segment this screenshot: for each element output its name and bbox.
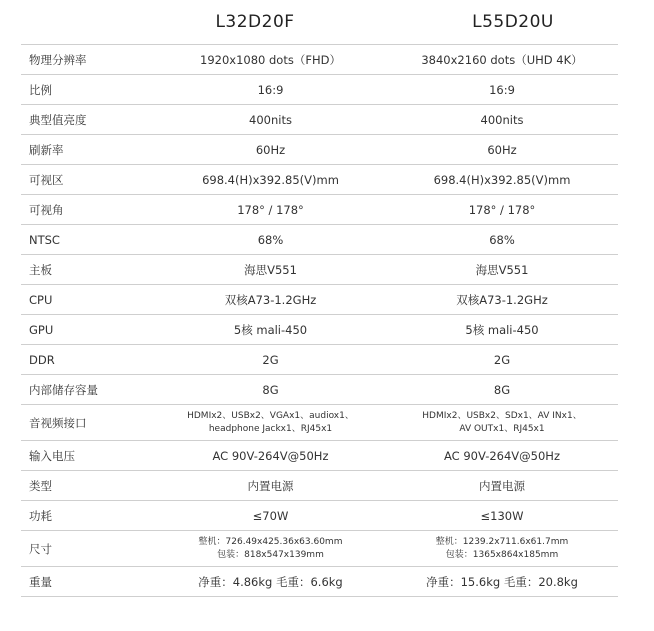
spec-row bbox=[21, 315, 618, 345]
spec-label: CPU bbox=[21, 285, 155, 315]
spec-value-line: 178° / 178° bbox=[237, 202, 304, 217]
spec-row bbox=[21, 225, 618, 255]
spec-row bbox=[21, 501, 618, 531]
spec-row bbox=[21, 567, 618, 597]
spec-label: DDR bbox=[21, 345, 155, 375]
spec-value-left bbox=[155, 225, 386, 255]
spec-label: 尺寸 bbox=[21, 531, 155, 567]
spec-value-left bbox=[155, 471, 386, 501]
spec-label: GPU bbox=[21, 315, 155, 345]
spec-label: 重量 bbox=[21, 567, 155, 597]
spec-value-line: 海思V551 bbox=[475, 262, 529, 277]
spec-value-line: 400nits bbox=[480, 112, 524, 127]
model-name-right: L55D20U bbox=[472, 12, 554, 32]
spec-value-line: HDMIx2、USBx2、VGAx1、audiox1、 bbox=[187, 410, 354, 421]
spec-value-line: 400nits bbox=[249, 112, 292, 127]
spec-value-right bbox=[386, 405, 618, 441]
spec-value-line: 16:9 bbox=[257, 82, 284, 97]
spec-table bbox=[21, 44, 618, 597]
spec-value-right bbox=[386, 285, 618, 315]
spec-row bbox=[21, 405, 618, 441]
spec-value-line: 双核A73-1.2GHz bbox=[456, 292, 548, 307]
spec-value-right bbox=[386, 135, 618, 165]
spec-table-body bbox=[21, 45, 618, 597]
spec-value-line: 3840x2160 dots（UHD 4K） bbox=[421, 52, 583, 67]
spec-value-right bbox=[386, 567, 618, 597]
spec-value-right bbox=[386, 345, 618, 375]
spec-value-line: 60Hz bbox=[255, 142, 286, 157]
spec-value-line: AV OUTx1、RJ45x1 bbox=[459, 423, 545, 434]
spec-value-line: 178° / 178° bbox=[468, 202, 536, 217]
spec-value-line: 68% bbox=[489, 232, 515, 247]
spec-label: 类型 bbox=[21, 471, 155, 501]
spec-value-line: HDMIx2、USBx2、SDx1、AV INx1、 bbox=[422, 410, 582, 421]
spec-value-left bbox=[155, 501, 386, 531]
model-name-left: L32D20F bbox=[215, 12, 295, 32]
spec-row bbox=[21, 285, 618, 315]
spec-label: 功耗 bbox=[21, 501, 155, 531]
spec-value-left bbox=[155, 345, 386, 375]
spec-value-line: 包装：818x547x139mm bbox=[217, 549, 324, 560]
spec-value-line: 68% bbox=[257, 232, 284, 247]
spec-value-line: 净重：4.86kg 毛重：6.6kg bbox=[198, 574, 343, 589]
spec-value-left bbox=[155, 135, 386, 165]
spec-value-line: 16:9 bbox=[489, 82, 515, 97]
spec-value-right bbox=[386, 471, 618, 501]
spec-value-left bbox=[155, 195, 386, 225]
spec-value-line: 双核A73-1.2GHz bbox=[224, 292, 317, 307]
spec-value-line: 698.4(H)x392.85(V)mm bbox=[202, 172, 339, 187]
spec-value-left bbox=[155, 405, 386, 441]
spec-value-line: AC 90V-264V@50Hz bbox=[212, 448, 329, 463]
spec-value-left bbox=[155, 567, 386, 597]
spec-row bbox=[21, 345, 618, 375]
spec-value-right bbox=[386, 195, 618, 225]
spec-row bbox=[21, 471, 618, 501]
spec-value-left bbox=[155, 255, 386, 285]
spec-row bbox=[21, 45, 618, 75]
spec-label: 内部储存容量 bbox=[21, 375, 155, 405]
spec-label: 输入电压 bbox=[21, 441, 155, 471]
spec-value-line: 8G bbox=[262, 382, 279, 397]
spec-value-line: headphone Jackx1、RJ45x1 bbox=[208, 423, 333, 434]
spec-value-line: 5核 mali-450 bbox=[465, 322, 539, 337]
spec-label: 可视区 bbox=[21, 165, 155, 195]
spec-value-right bbox=[386, 315, 618, 345]
spec-value-line: 内置电源 bbox=[479, 478, 525, 493]
spec-value-right bbox=[386, 75, 618, 105]
spec-label: 刷新率 bbox=[21, 135, 155, 165]
spec-value-line: 包装：1365x864x185mm bbox=[445, 549, 559, 560]
spec-value-right bbox=[386, 105, 618, 135]
spec-value-right bbox=[386, 255, 618, 285]
spec-label: 主板 bbox=[21, 255, 155, 285]
spec-label: 比例 bbox=[21, 75, 155, 105]
spec-value-left bbox=[155, 45, 386, 75]
spec-value-right bbox=[386, 531, 618, 567]
spec-value-right bbox=[386, 165, 618, 195]
spec-value-line: ≤130W bbox=[480, 508, 524, 523]
spec-value-line: AC 90V-264V@50Hz bbox=[444, 448, 560, 463]
spec-value-left bbox=[155, 531, 386, 567]
spec-value-line: 整机：1239.2x711.6x61.7mm bbox=[435, 536, 569, 547]
spec-row bbox=[21, 105, 618, 135]
spec-value-line: ≤70W bbox=[252, 508, 289, 523]
spec-label: NTSC bbox=[21, 225, 155, 255]
spec-value-left bbox=[155, 315, 386, 345]
spec-value-line: 内置电源 bbox=[247, 478, 294, 493]
spec-value-line: 2G bbox=[262, 352, 279, 367]
spec-value-left bbox=[155, 165, 386, 195]
spec-row bbox=[21, 531, 618, 567]
spec-row bbox=[21, 255, 618, 285]
spec-value-line: 60Hz bbox=[487, 142, 517, 157]
spec-row bbox=[21, 441, 618, 471]
spec-value-left bbox=[155, 441, 386, 471]
spec-value-left bbox=[155, 105, 386, 135]
spec-value-left bbox=[155, 375, 386, 405]
spec-label: 物理分辨率 bbox=[21, 45, 155, 75]
spec-value-right bbox=[386, 501, 618, 531]
spec-value-line: 整机：726.49x425.36x63.60mm bbox=[198, 536, 343, 547]
spec-value-right bbox=[386, 375, 618, 405]
spec-row bbox=[21, 165, 618, 195]
spec-row bbox=[21, 195, 618, 225]
spec-label: 典型值亮度 bbox=[21, 105, 155, 135]
spec-row bbox=[21, 75, 618, 105]
spec-value-right bbox=[386, 225, 618, 255]
spec-value-line: 5核 mali-450 bbox=[233, 322, 308, 337]
spec-value-line: 8G bbox=[493, 382, 511, 397]
spec-label: 可视角 bbox=[21, 195, 155, 225]
spec-value-line: 698.4(H)x392.85(V)mm bbox=[433, 172, 571, 187]
spec-value-line: 海思V551 bbox=[244, 262, 297, 277]
spec-value-right bbox=[386, 441, 618, 471]
spec-value-line: 1920x1080 dots（FHD） bbox=[200, 52, 341, 67]
spec-value-left bbox=[155, 285, 386, 315]
spec-value-right bbox=[386, 45, 618, 75]
spec-label: 音视频接口 bbox=[21, 405, 155, 441]
spec-row bbox=[21, 135, 618, 165]
spec-value-line: 2G bbox=[493, 352, 511, 367]
spec-value-line: 净重：15.6kg 毛重：20.8kg bbox=[426, 574, 578, 589]
spec-value-left bbox=[155, 75, 386, 105]
spec-row bbox=[21, 375, 618, 405]
model-header bbox=[0, 0, 654, 44]
